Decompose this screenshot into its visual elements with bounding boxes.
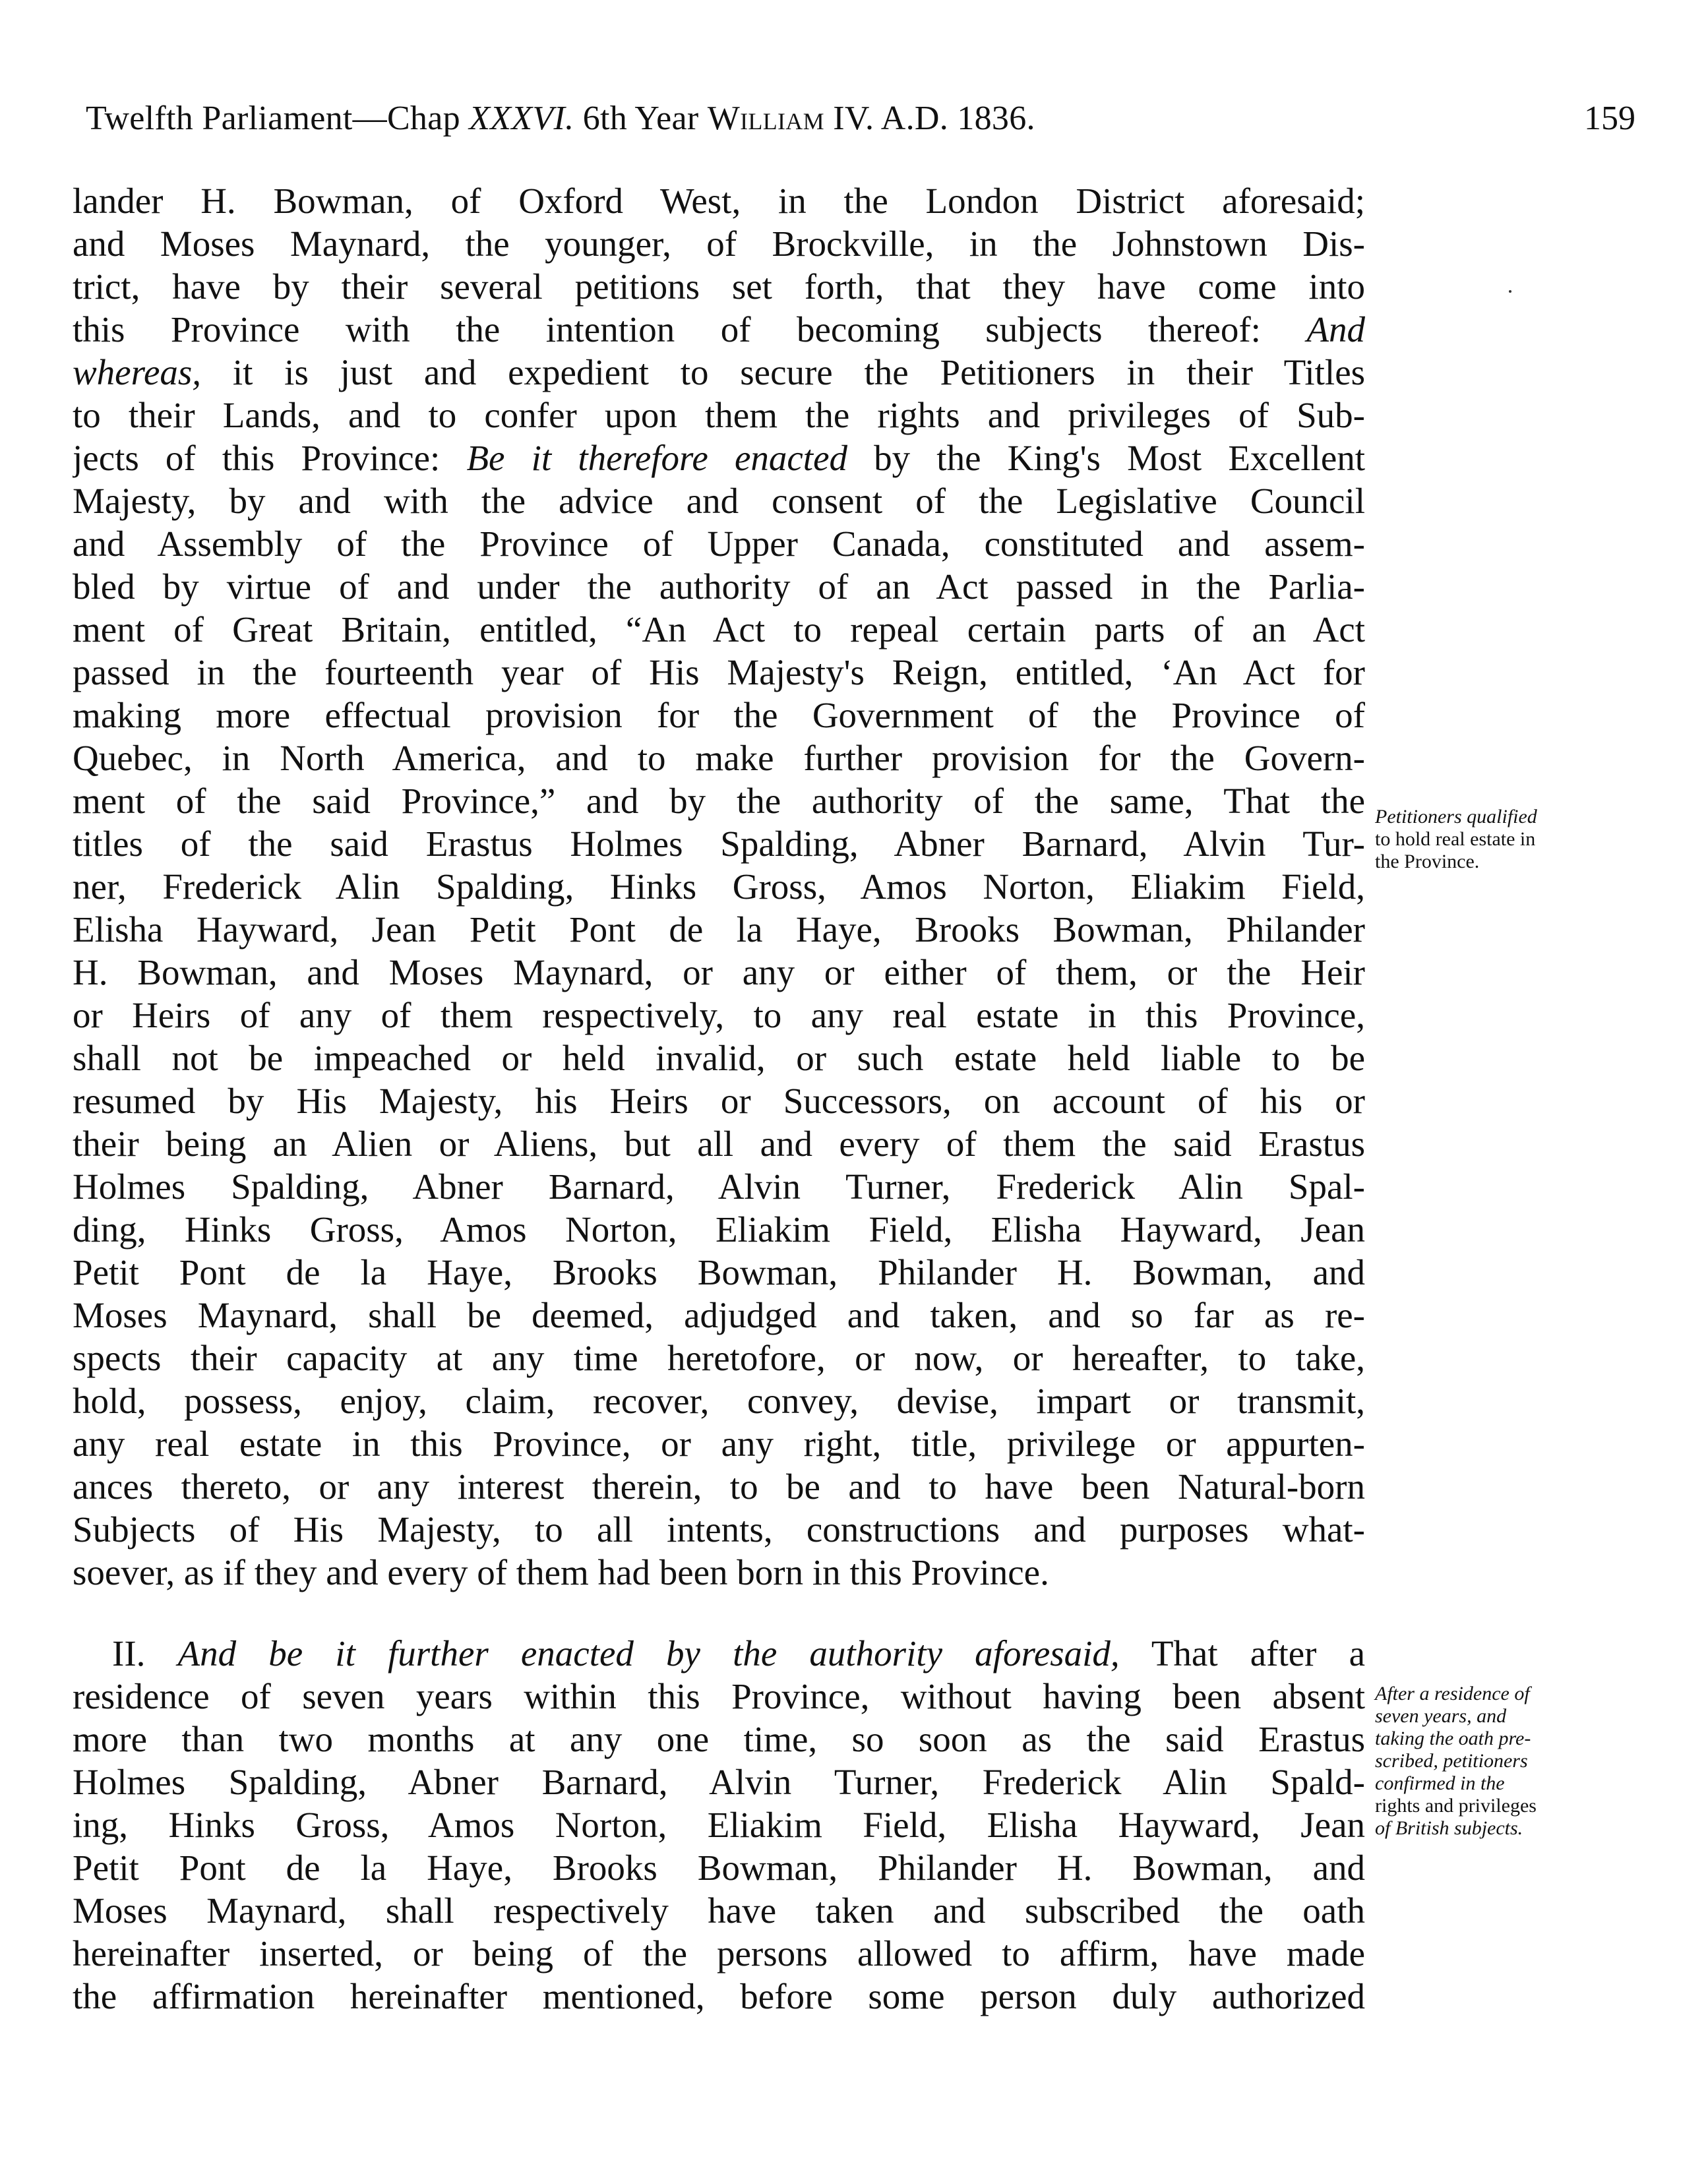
text-line: lander H. Bowman, of Oxford West, in the London District aforesaid; <box>73 181 1365 221</box>
text-line: trict, have by their several petitions set forth, that they have come into <box>73 266 1365 307</box>
text-line: Elisha Hayward, Jean Petit Pont de la Haye, Brooks Bowman, Philander <box>73 909 1365 949</box>
text-line: spects their capacity at any time heretofore, or now, or hereafter, to take, <box>73 1338 1365 1378</box>
text-line: ances thereto, or any interest therein, to be and to have been Natural-born <box>73 1466 1365 1507</box>
text-line: any real estate in this Province, or any right, title, privilege or appurten- <box>73 1424 1365 1464</box>
margin-note-line: scribed, petitioners <box>1375 1750 1528 1772</box>
enacting-phrase: And be it further enacted by the authority aforesaid, <box>177 1633 1120 1673</box>
text-line: or Heirs of any of them respectively, to any real estate in this Province, <box>73 995 1365 1035</box>
paragraph-gap <box>73 1594 1365 1632</box>
text-line <box>73 1632 1365 1675</box>
text-line: making more effectual provision for the Government of the Province of <box>73 695 1365 735</box>
text-segment: jects of this Province: <box>73 438 441 478</box>
text-line: Petit Pont de la Haye, Brooks Bowman, Philander H. Bowman, and <box>73 1252 1365 1292</box>
text-line: ding, Hinks Gross, Amos Norton, Eliakim Field, Elisha Hayward, Jean <box>73 1209 1365 1250</box>
margin-note-line: Petitioners qualified <box>1375 806 1537 828</box>
italic-whereas: whereas, <box>73 352 202 392</box>
text-segment: That after a <box>1151 1633 1365 1673</box>
margin-note-line: rights and privileges <box>1375 1795 1537 1817</box>
running-head <box>86 92 1035 145</box>
margin-note-line: After a residence of <box>1375 1683 1530 1704</box>
text-line: the affirmation hereinafter mentioned, before some person duly authorized <box>73 1976 1365 2016</box>
text-line: hereinafter inserted, or being of the persons allowed to affirm, have made <box>73 1933 1365 1974</box>
margin-note-residence <box>1375 1683 1665 1840</box>
text-line <box>73 351 1365 394</box>
margin-note-line: of British subjects. <box>1375 1817 1523 1839</box>
running-head-prefix: Twelfth Parliament—Chap <box>86 100 460 137</box>
section-number: II. <box>112 1633 146 1673</box>
italic-and: And <box>1306 309 1365 349</box>
chapter-numeral: XXXVI. <box>469 100 574 137</box>
text-line: and Moses Maynard, the younger, of Brockville, in the Johnstown Dis- <box>73 224 1365 264</box>
text-line: ner, Frederick Alin Spalding, Hinks Gross, Amos Norton, Eliakim Field, <box>73 866 1365 907</box>
margin-note-line: to hold real estate in <box>1375 828 1536 850</box>
text-line: soever, as if they and every of them had been born in this Province. <box>73 1552 1049 1592</box>
text-line: their being an Alien or Aliens, but all and every of them the said Erastus <box>73 1124 1365 1164</box>
body-text <box>73 179 1365 2018</box>
italic-enacting-clause: Be it therefore enacted <box>466 438 847 478</box>
text-line: to their Lands, and to confer upon them the rights and privileges of Sub- <box>73 395 1365 435</box>
text-line: titles of the said Erastus Holmes Spalding, Abner Barnard, Alvin Tur- <box>73 824 1365 864</box>
margin-note-petitioners-qualified <box>1375 806 1665 873</box>
text-line: shall not be impeached or held invalid, or such estate held liable to be <box>73 1038 1365 1078</box>
margin-note-line: taking the oath pre- <box>1375 1728 1531 1749</box>
text-line: residence of seven years within this Province, without having been absent <box>73 1676 1365 1716</box>
paragraph-2 <box>73 1632 1365 2018</box>
regnal-year: 6th Year <box>582 100 699 137</box>
text-line: ment of the said Province,” and by the authority of the same, That the <box>73 781 1365 821</box>
text-line: more than two months at any one time, so soon as the said Erastus <box>73 1719 1365 1759</box>
monarch-name: William <box>707 100 824 137</box>
text-line: and Assembly of the Province of Upper Canada, constituted and assem- <box>73 524 1365 564</box>
text-line <box>73 308 1365 351</box>
text-segment: it is just and expedient to secure the Petitioners in their Titles <box>232 352 1365 392</box>
page-number: 159 <box>1584 100 1635 137</box>
ink-speck <box>1509 290 1511 293</box>
text-segment: this Province with the intention of becoming subjects thereof: <box>73 309 1261 349</box>
text-line: passed in the fourteenth year of His Majesty's Reign, entitled, ‘An Act for <box>73 652 1365 692</box>
text-line: ment of Great Britain, entitled, “An Act to repeal certain parts of an Act <box>73 609 1365 649</box>
margin-note-line: seven years, and <box>1375 1705 1507 1727</box>
margin-note-line: the Province. <box>1375 851 1480 872</box>
text-segment: by the King's Most Excellent <box>874 438 1365 478</box>
text-line: Moses Maynard, shall respectively have taken and subscribed the oath <box>73 1890 1365 1931</box>
text-line: bled by virtue of and under the authority of an Act passed in the Parlia- <box>73 566 1365 607</box>
text-line: Holmes Spalding, Abner Barnard, Alvin Turner, Frederick Alin Spald- <box>73 1762 1365 1802</box>
text-line <box>73 437 1365 479</box>
monarch-numeral: IV. A.D. 1836. <box>833 100 1035 137</box>
text-line: resumed by His Majesty, his Heirs or Successors, on account of his or <box>73 1081 1365 1121</box>
text-line: hold, possess, enjoy, claim, recover, convey, devise, impart or transmit, <box>73 1381 1365 1421</box>
text-line: Petit Pont de la Haye, Brooks Bowman, Philander H. Bowman, and <box>73 1848 1365 1888</box>
text-line: Subjects of His Majesty, to all intents, constructions and purposes what- <box>73 1509 1365 1550</box>
text-line: Quebec, in North America, and to make further provision for the Govern- <box>73 738 1365 778</box>
page-header <box>86 92 1635 145</box>
text-line: ing, Hinks Gross, Amos Norton, Eliakim Field, Elisha Hayward, Jean <box>73 1805 1365 1845</box>
margin-note-line: confirmed in the <box>1375 1772 1505 1794</box>
text-line: Majesty, by and with the advice and consent of the Legislative Council <box>73 481 1365 521</box>
text-line: H. Bowman, and Moses Maynard, or any or either of them, or the Heir <box>73 952 1365 992</box>
text-line: Holmes Spalding, Abner Barnard, Alvin Turner, Frederick Alin Spal- <box>73 1166 1365 1207</box>
text-line: Moses Maynard, shall be deemed, adjudged and taken, and so far as re- <box>73 1295 1365 1335</box>
paragraph-1 <box>73 179 1365 1594</box>
